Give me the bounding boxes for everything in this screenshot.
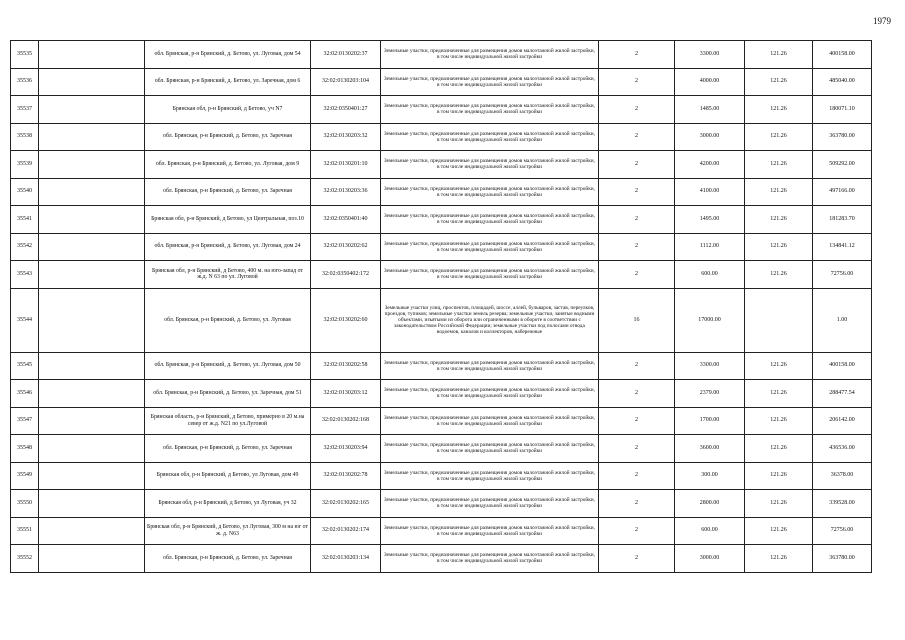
land-use-cell: Земельные участки, предназначенные для размещения домов малоэтажной жилой застройки, в том числе индивидуальной жилой застройки [381, 123, 599, 151]
row-id-cell: 35548 [11, 435, 39, 463]
group-cell: 2 [599, 41, 675, 69]
land-use-cell: Земельные участки, предназначенные для размещения домов малоэтажной жилой застройки, в том числе индивидуальной жилой застройки [381, 407, 599, 435]
value-cell: 72756.00 [813, 261, 872, 289]
table-row [11, 68, 872, 96]
value-cell: 180071.10 [813, 96, 872, 124]
address-cell: обл. Брянская, р-н Брянский, д. Бетово, ул. Заречная [145, 545, 311, 573]
spacer-cell [39, 435, 145, 463]
value-cell: 206142.00 [813, 407, 872, 435]
value-cell: 288477.54 [813, 380, 872, 408]
rate-cell: 121.26 [745, 517, 813, 545]
address-cell: Брянская обл, р-н Брянский, д Бетово, ул Луговая, 300 м на юг от ж. д. N63 [145, 517, 311, 545]
row-id-cell: 35545 [11, 352, 39, 380]
group-cell: 2 [599, 96, 675, 124]
group-cell: 2 [599, 380, 675, 408]
spacer-cell [39, 288, 145, 352]
value-cell: 363780.00 [813, 545, 872, 573]
area-cell: 1495.00 [675, 206, 745, 234]
row-id-cell: 35552 [11, 545, 39, 573]
value-cell: 363780.00 [813, 123, 872, 151]
address-cell: Брянская обл, р-н Брянский, д Бетово, ул Центральная, поз.10 [145, 206, 311, 234]
land-use-cell: Земельные участки, предназначенные для размещения домов малоэтажной жилой застройки, в том числе индивидуальной жилой застройки [381, 545, 599, 573]
group-cell: 2 [599, 123, 675, 151]
land-use-cell: Земельные участки, предназначенные для размещения домов малоэтажной жилой застройки, в том числе индивидуальной жилой застройки [381, 68, 599, 96]
group-cell: 2 [599, 517, 675, 545]
rate-cell: 121.26 [745, 178, 813, 206]
spacer-cell [39, 178, 145, 206]
spacer-cell [39, 517, 145, 545]
spacer-cell [39, 261, 145, 289]
land-use-cell: Земельные участки, предназначенные для размещения домов малоэтажной жилой застройки, в том числе индивидуальной жилой застройки [381, 352, 599, 380]
cadastral-number-cell: 32:02:0130202:58 [311, 352, 381, 380]
land-use-cell: Земельные участки, предназначенные для размещения домов малоэтажной жилой застройки, в том числе индивидуальной жилой застройки [381, 261, 599, 289]
spacer-cell [39, 352, 145, 380]
land-plots-table [10, 40, 872, 573]
cadastral-number-cell: 32:02:0130202:168 [311, 407, 381, 435]
group-cell: 2 [599, 545, 675, 573]
table-row [11, 462, 872, 490]
row-id-cell: 35547 [11, 407, 39, 435]
address-cell: обл. Брянская, р-н Брянский, д. Бетово, ул. Луговая, дом 24 [145, 233, 311, 261]
rate-cell: 121.26 [745, 435, 813, 463]
cadastral-number-cell: 32:02:0130203:36 [311, 178, 381, 206]
group-cell: 2 [599, 462, 675, 490]
row-id-cell: 35550 [11, 490, 39, 518]
area-cell: 300.00 [675, 462, 745, 490]
row-id-cell: 35543 [11, 261, 39, 289]
spacer-cell [39, 41, 145, 69]
group-cell: 2 [599, 151, 675, 179]
row-id-cell: 35538 [11, 123, 39, 151]
land-use-cell: Земельные участки, предназначенные для размещения домов малоэтажной жилой застройки, в том числе индивидуальной жилой застройки [381, 435, 599, 463]
address-cell: Брянская область, р-н Брянский, д Бетово, примерно в 20 м.на север от ж.д. N21 по ул.Луговой [145, 407, 311, 435]
table-row [11, 288, 872, 352]
spacer-cell [39, 123, 145, 151]
value-cell: 36378.00 [813, 462, 872, 490]
rate-cell: 121.26 [745, 41, 813, 69]
row-id-cell: 35537 [11, 96, 39, 124]
rate-cell: 121.26 [745, 96, 813, 124]
cadastral-number-cell: 32:02:0130201:10 [311, 151, 381, 179]
table-row [11, 123, 872, 151]
land-use-cell: Земельные участки, предназначенные для размещения домов малоэтажной жилой застройки, в том числе индивидуальной жилой застройки [381, 490, 599, 518]
cadastral-number-cell: 32:02:0130202:165 [311, 490, 381, 518]
address-cell: обл. Брянская, р-н Брянский, д. Бетово, ул. Луговая, дом 50 [145, 352, 311, 380]
cadastral-number-cell: 32:02:0130203:32 [311, 123, 381, 151]
row-id-cell: 35535 [11, 41, 39, 69]
row-id-cell: 35542 [11, 233, 39, 261]
table-row [11, 233, 872, 261]
address-cell: Брянская обл, р-н Брянский, д Бетово, 400 м. на юго-запад от ж.д. N 63 по ул. Луговой [145, 261, 311, 289]
address-cell: Брянская обл, р-н Брянский, д Бетово, ул Луговая, дом 49 [145, 462, 311, 490]
row-id-cell: 35549 [11, 462, 39, 490]
table-row [11, 151, 872, 179]
table-row [11, 490, 872, 518]
address-cell: Брянская обл, р-н Брянский, д Бетово, ул Луговая, уч 32 [145, 490, 311, 518]
group-cell: 2 [599, 407, 675, 435]
spacer-cell [39, 151, 145, 179]
table-row [11, 178, 872, 206]
cadastral-number-cell: 32:02:0130203:94 [311, 435, 381, 463]
address-cell: обл. Брянская, р-н Брянский, д. Бетово, ул. Заречная [145, 435, 311, 463]
area-cell: 3000.00 [675, 123, 745, 151]
value-cell: 181283.70 [813, 206, 872, 234]
rate-cell: 121.26 [745, 123, 813, 151]
value-cell: 400158.00 [813, 41, 872, 69]
group-cell: 2 [599, 233, 675, 261]
value-cell: 485040.00 [813, 68, 872, 96]
table-row [11, 407, 872, 435]
cadastral-number-cell: 32:02:0350402:172 [311, 261, 381, 289]
value-cell: 134841.12 [813, 233, 872, 261]
rate-cell: 121.26 [745, 68, 813, 96]
address-cell: обл. Брянская, р-н Брянский, д. Бетово, ул. Луговая, дом 9 [145, 151, 311, 179]
cadastral-number-cell: 32:02:0130202:60 [311, 288, 381, 352]
rate-cell: 121.26 [745, 407, 813, 435]
rate-cell: 121.26 [745, 380, 813, 408]
group-cell: 2 [599, 261, 675, 289]
row-id-cell: 35539 [11, 151, 39, 179]
table-row [11, 545, 872, 573]
value-cell: 72756.00 [813, 517, 872, 545]
row-id-cell: 35541 [11, 206, 39, 234]
land-use-cell: Земельные участки, предназначенные для размещения домов малоэтажной жилой застройки, в том числе индивидуальной жилой застройки [381, 178, 599, 206]
rate-cell: 121.26 [745, 261, 813, 289]
spacer-cell [39, 545, 145, 573]
land-use-cell: Земельные участки, предназначенные для размещения домов малоэтажной жилой застройки, в том числе индивидуальной жилой застройки [381, 517, 599, 545]
address-cell: обл. Брянская, р-н Брянский, д. Бетово, ул. Луговая, дом 54 [145, 41, 311, 69]
area-cell: 1700.00 [675, 407, 745, 435]
address-cell: обл. Брянская, р-н Брянский, д. Бетово, ул. Заречная [145, 123, 311, 151]
area-cell: 600.00 [675, 517, 745, 545]
table-row [11, 206, 872, 234]
value-cell: 497166.00 [813, 178, 872, 206]
spacer-cell [39, 206, 145, 234]
rate-cell: 121.26 [745, 462, 813, 490]
table-row [11, 435, 872, 463]
value-cell: 1.00 [813, 288, 872, 352]
cadastral-number-cell: 32:02:0130202:37 [311, 41, 381, 69]
area-cell: 4200.00 [675, 151, 745, 179]
land-use-cell: Земельные участки, предназначенные для размещения домов малоэтажной жилой застройки, в том числе индивидуальной жилой застройки [381, 462, 599, 490]
area-cell: 1485.00 [675, 96, 745, 124]
rate-cell: 121.26 [745, 233, 813, 261]
land-use-cell: Земельные участки, предназначенные для размещения домов малоэтажной жилой застройки, в том числе индивидуальной жилой застройки [381, 96, 599, 124]
page-number: 1979 [873, 16, 891, 26]
cadastral-number-cell: 32:02:0130202:174 [311, 517, 381, 545]
area-cell: 1112.00 [675, 233, 745, 261]
table-row [11, 352, 872, 380]
cadastral-number-cell: 32:02:0130203:12 [311, 380, 381, 408]
area-cell: 4100.00 [675, 178, 745, 206]
land-use-cell: Земельные участки, предназначенные для размещения домов малоэтажной жилой застройки, в том числе индивидуальной жилой застройки [381, 41, 599, 69]
cadastral-number-cell: 32:02:0130202:78 [311, 462, 381, 490]
land-use-cell: Земельные участки, предназначенные для размещения домов малоэтажной жилой застройки, в том числе индивидуальной жилой застройки [381, 151, 599, 179]
spacer-cell [39, 380, 145, 408]
spacer-cell [39, 68, 145, 96]
group-cell: 2 [599, 490, 675, 518]
cadastral-number-cell: 32:02:0130203:134 [311, 545, 381, 573]
group-cell: 2 [599, 68, 675, 96]
group-cell: 2 [599, 352, 675, 380]
group-cell: 16 [599, 288, 675, 352]
rate-cell: 121.26 [745, 151, 813, 179]
cadastral-number-cell: 32:02:0350401:27 [311, 96, 381, 124]
table-row [11, 517, 872, 545]
table-row [11, 96, 872, 124]
table-row [11, 261, 872, 289]
area-cell: 4000.00 [675, 68, 745, 96]
rate-cell: 121.26 [745, 352, 813, 380]
group-cell: 2 [599, 178, 675, 206]
area-cell: 2379.00 [675, 380, 745, 408]
land-use-cell: Земельные участки, предназначенные для размещения домов малоэтажной жилой застройки, в том числе индивидуальной жилой застройки [381, 233, 599, 261]
cadastral-number-cell: 32:02:0130203:104 [311, 68, 381, 96]
cadastral-number-cell: 32:02:0350401:40 [311, 206, 381, 234]
cadastral-number-cell: 32:02:0130202:62 [311, 233, 381, 261]
value-cell: 339528.00 [813, 490, 872, 518]
row-id-cell: 35536 [11, 68, 39, 96]
value-cell: 436536.00 [813, 435, 872, 463]
area-cell: 3600.00 [675, 435, 745, 463]
land-use-cell: Земельные участки улиц, проспектов, площадей, шоссе, аллей, бульваров, застав, переулков, проездов, тупиков; земельные участки земель резерва; земельные участки, занятые водными объектами, изъятыми из оборота или ограниченными в обороте в соответствии с законодательством Российской Федерации; земельные участки под полосами отвода водоемов, каналов и коллекторов, набережные [381, 288, 599, 352]
area-cell: 3000.00 [675, 545, 745, 573]
area-cell: 3300.00 [675, 352, 745, 380]
area-cell: 17000.00 [675, 288, 745, 352]
group-cell: 2 [599, 435, 675, 463]
address-cell: обл. Брянская, р-н Брянский, д. Бетово, ул. Заречная, дом 51 [145, 380, 311, 408]
spacer-cell [39, 407, 145, 435]
area-cell: 600.00 [675, 261, 745, 289]
land-use-cell: Земельные участки, предназначенные для размещения домов малоэтажной жилой застройки, в том числе индивидуальной жилой застройки [381, 380, 599, 408]
area-cell: 2800.00 [675, 490, 745, 518]
area-cell: 3300.00 [675, 41, 745, 69]
address-cell: Брянская обл, р-н Брянский, д Бетово, уч N7 [145, 96, 311, 124]
row-id-cell: 35546 [11, 380, 39, 408]
rate-cell: 121.26 [745, 206, 813, 234]
row-id-cell: 35551 [11, 517, 39, 545]
value-cell: 509292.00 [813, 151, 872, 179]
land-use-cell: Земельные участки, предназначенные для размещения домов малоэтажной жилой застройки, в том числе индивидуальной жилой застройки [381, 206, 599, 234]
rate-cell [745, 288, 813, 352]
table-row [11, 380, 872, 408]
address-cell: обл. Брянская, р-н Брянский, д. Бетово, ул. Заречная [145, 178, 311, 206]
table-row [11, 41, 872, 69]
row-id-cell: 35540 [11, 178, 39, 206]
address-cell: обл. Брянская, р-н Брянский, д. Бетово, ул. Заречная, дом 6 [145, 68, 311, 96]
spacer-cell [39, 233, 145, 261]
address-cell: обл. Брянская, р-н Брянский, д. Бетово, ул. Луговая [145, 288, 311, 352]
value-cell: 400158.00 [813, 352, 872, 380]
spacer-cell [39, 96, 145, 124]
rate-cell: 121.26 [745, 545, 813, 573]
spacer-cell [39, 462, 145, 490]
spacer-cell [39, 490, 145, 518]
row-id-cell: 35544 [11, 288, 39, 352]
group-cell: 2 [599, 206, 675, 234]
rate-cell: 121.26 [745, 490, 813, 518]
